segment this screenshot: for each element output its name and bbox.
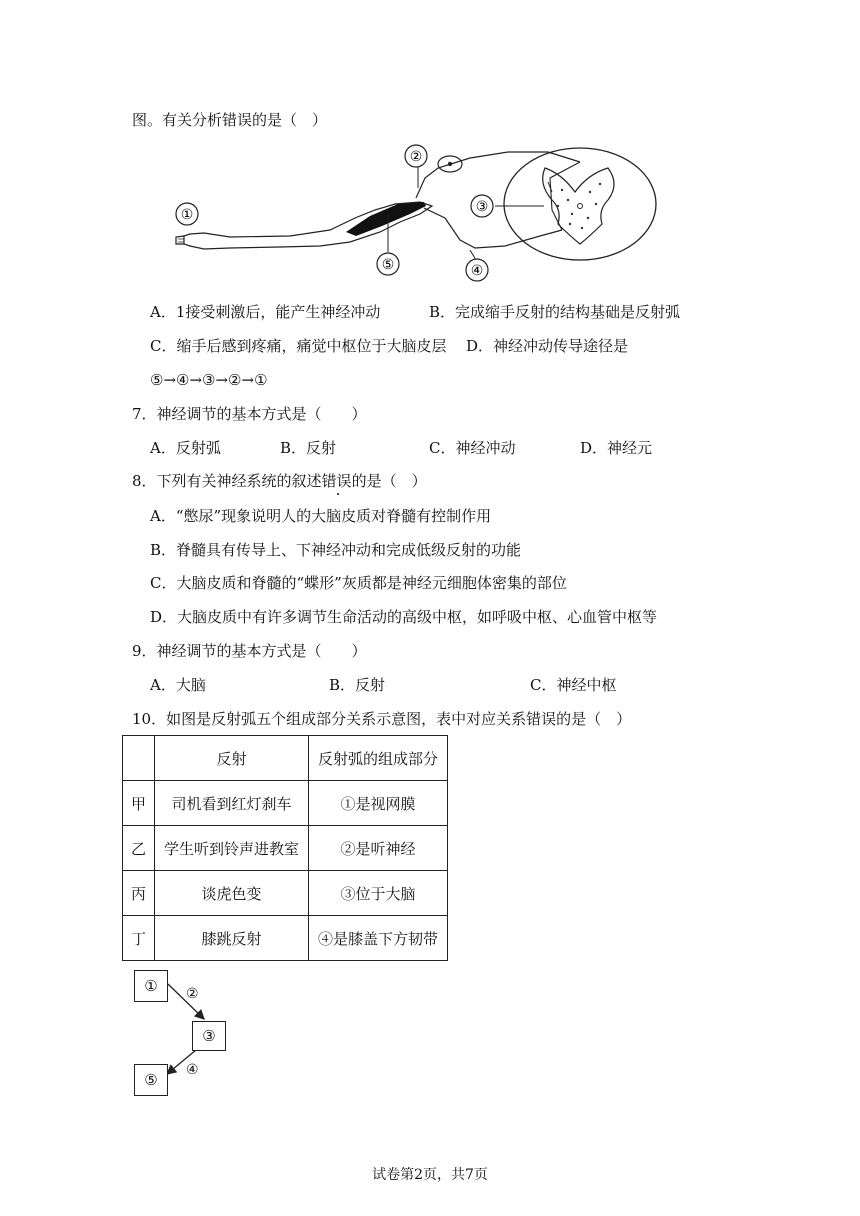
q6-stem-tail: 图。有关分析错误的是（ ） xyxy=(132,111,328,129)
table-header-cell xyxy=(123,736,155,781)
q8-stem-after: 的是（ ） xyxy=(351,472,427,490)
q6-option-b: B．完成缩手反射的结构基础是反射弧 xyxy=(429,303,681,321)
q10-stem: 10．如图是反射弧五个组成部分关系示意图，表中对应关系错误的是（ ） xyxy=(132,710,632,728)
table-header-cell: 反射 xyxy=(155,736,309,781)
table-cell: ③位于大脑 xyxy=(309,871,448,916)
q6-option-a: A．1接受刺激后，能产生神经冲动 xyxy=(150,303,381,321)
table-cell: 谈虎色变 xyxy=(155,871,309,916)
flow-box-center: ③ xyxy=(192,1021,226,1051)
table-cell: ②是听神经 xyxy=(309,826,448,871)
table-cell: 丙 xyxy=(123,871,155,916)
table-cell: 甲 xyxy=(123,781,155,826)
flow-arrow-label-2: ② xyxy=(186,986,199,1002)
q7-option-d: D．神经元 xyxy=(580,439,653,457)
q8-option-c: C．大脑皮质和脊髓的“蝶形”灰质都是神经元细胞体密集的部位 xyxy=(150,574,567,592)
q8-option-b: B．脊髓具有传导上、下神经冲动和完成低级反射的功能 xyxy=(150,541,522,559)
fig-label-5: ⑤ xyxy=(381,257,395,273)
table-row xyxy=(123,781,448,826)
flow-box-effector: ⑤ xyxy=(134,1064,168,1096)
q8-stem-emphasis: 错误 xyxy=(321,472,352,490)
fig-label-4: ④ xyxy=(470,263,484,279)
table-cell: 膝跳反射 xyxy=(155,916,309,961)
table-cell: ④是膝盖下方韧带 xyxy=(309,916,448,961)
table-header-cell: 反射弧的组成部分 xyxy=(309,736,448,781)
q7-option-a: A．反射弧 xyxy=(150,439,221,457)
table-cell: 学生听到铃声进教室 xyxy=(155,826,309,871)
table-row xyxy=(123,871,448,916)
table-row xyxy=(123,826,448,871)
q9-option-b: B．反射 xyxy=(329,676,386,694)
reflex-arc-figure xyxy=(170,140,670,285)
q8-stem-before: 8．下列有关神经系统的叙述 xyxy=(132,472,322,490)
q7-option-b: B．反射 xyxy=(280,439,337,457)
q6-option-d: D．神经冲动传导途径是 xyxy=(466,337,629,355)
reflex-table xyxy=(122,735,448,961)
fig-label-1: ① xyxy=(180,207,194,223)
fig-label-3: ③ xyxy=(475,199,489,215)
q8-option-d: D．大脑皮质中有许多调节生命活动的高级中枢，如呼吸中枢、心血管中枢等 xyxy=(150,608,658,626)
table-header-row xyxy=(123,736,448,781)
q9-option-c: C．神经中枢 xyxy=(530,676,617,694)
table-cell: 司机看到红灯刹车 xyxy=(155,781,309,826)
table-cell: ①是视网膜 xyxy=(309,781,448,826)
q9-option-a: A．大脑 xyxy=(150,676,206,694)
q8-stem xyxy=(132,471,427,491)
q6-option-c: C．缩手后感到疼痛，痛觉中枢位于大脑皮层 xyxy=(150,337,447,355)
flow-box-receptor: ① xyxy=(134,970,168,1002)
table-cell: 乙 xyxy=(123,826,155,871)
page-footer: 试卷第2页，共7页 xyxy=(372,1167,488,1183)
q9-stem: 9．神经调节的基本方式是（ ） xyxy=(132,642,367,660)
q8-option-a: A．“憋尿”现象说明人的大脑皮质对脊髓有控制作用 xyxy=(150,507,492,525)
flow-arrow-label-4: ④ xyxy=(186,1062,199,1078)
table-cell: 丁 xyxy=(123,916,155,961)
q7-option-c: C．神经冲动 xyxy=(429,439,516,457)
fig-label-2: ② xyxy=(409,149,423,165)
q6-option-d-cont: ⑤→④→③→②→① xyxy=(150,371,268,389)
table-row xyxy=(123,916,448,961)
q7-stem: 7．神经调节的基本方式是（ ） xyxy=(132,405,367,423)
